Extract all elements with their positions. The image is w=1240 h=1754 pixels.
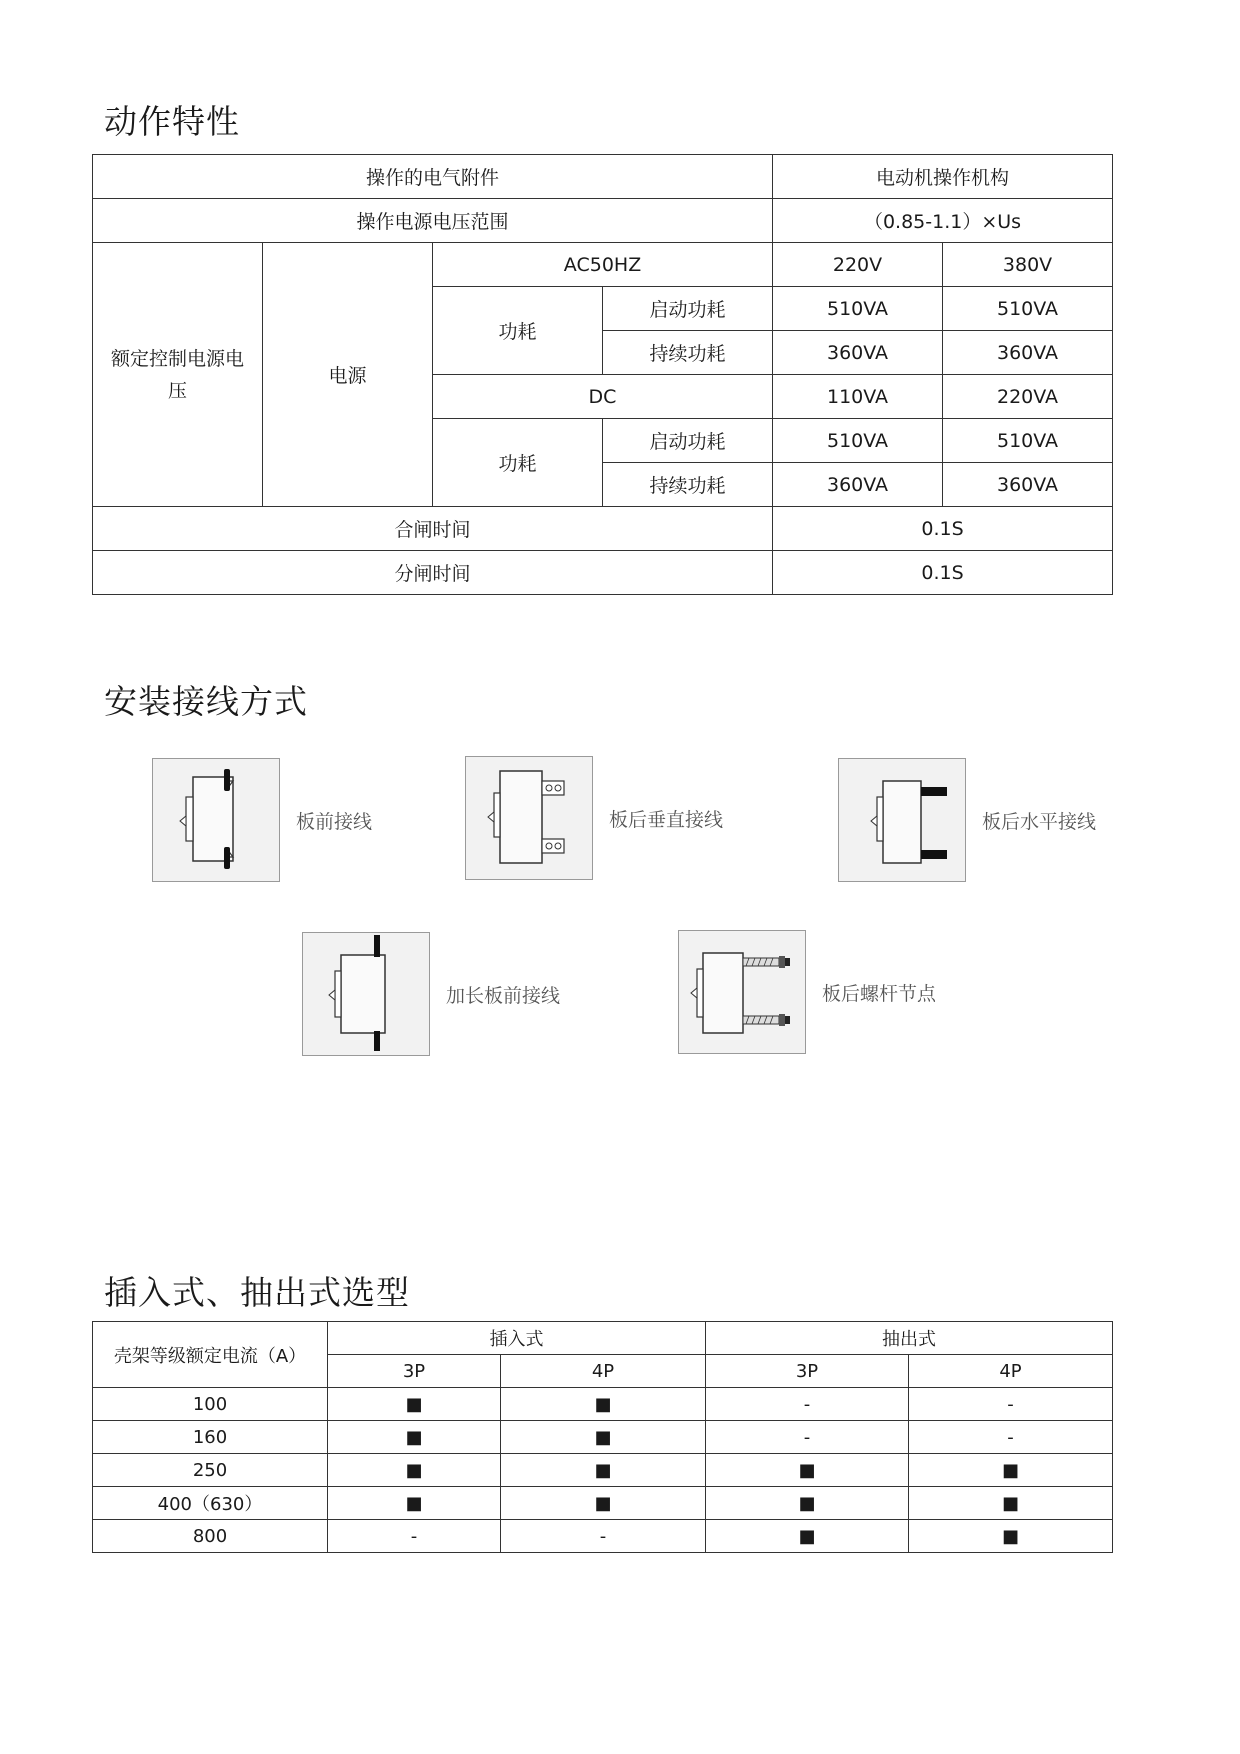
availability-cell: ■ bbox=[909, 1520, 1113, 1553]
frame-current-cell: 100 bbox=[93, 1388, 328, 1421]
ac-start-value-2: 510VA bbox=[943, 287, 1113, 331]
rear-horizontal-connection-icon bbox=[838, 758, 966, 882]
drawout-header: 抽出式 bbox=[706, 1322, 1113, 1355]
close-time-label: 合闸时间 bbox=[93, 507, 773, 551]
section-title-install: 安装接线方式 bbox=[104, 682, 308, 721]
table-row bbox=[93, 1388, 1113, 1421]
section-title-select: 插入式、抽出式选型 bbox=[104, 1273, 410, 1312]
availability-cell: - bbox=[909, 1388, 1113, 1421]
ac-start-value-1: 510VA bbox=[773, 287, 943, 331]
availability-cell: ■ bbox=[328, 1421, 501, 1454]
availability-cell: - bbox=[706, 1388, 909, 1421]
install-method-rear-horizontal bbox=[838, 758, 1096, 882]
install-method-rear-vertical bbox=[465, 756, 723, 880]
rear-stud-connection-icon bbox=[678, 930, 806, 1054]
dc-start-value-1: 510VA bbox=[773, 419, 943, 463]
plugin-3p-header: 3P bbox=[328, 1355, 501, 1388]
availability-cell: ■ bbox=[501, 1421, 706, 1454]
availability-cell: - bbox=[706, 1421, 909, 1454]
availability-cell: ■ bbox=[909, 1487, 1113, 1520]
accessory-label: 操作的电气附件 bbox=[93, 155, 773, 199]
table-row bbox=[93, 1487, 1113, 1520]
availability-cell: ■ bbox=[501, 1487, 706, 1520]
install-method-label: 加长板前接线 bbox=[446, 984, 561, 1007]
install-method-front bbox=[152, 758, 372, 882]
ac-consumption-label: 功耗 bbox=[433, 287, 603, 375]
table-row bbox=[93, 1421, 1113, 1454]
dc-voltage-2: 220VA bbox=[943, 375, 1113, 419]
ac-label: AC50HZ bbox=[433, 243, 773, 287]
frame-current-cell: 160 bbox=[93, 1421, 328, 1454]
availability-cell: ■ bbox=[328, 1454, 501, 1487]
dc-consumption-label: 功耗 bbox=[433, 419, 603, 507]
availability-cell: ■ bbox=[501, 1454, 706, 1487]
install-method-rear-stud bbox=[678, 930, 936, 1054]
ac-hold-value-2: 360VA bbox=[943, 331, 1113, 375]
rear-vertical-connection-icon bbox=[465, 756, 593, 880]
voltage-range-value: （0.85-1.1）×Us bbox=[773, 199, 1113, 243]
action-characteristics-table bbox=[92, 154, 1113, 595]
availability-cell: ■ bbox=[501, 1388, 706, 1421]
availability-cell: - bbox=[501, 1520, 706, 1553]
dc-label: DC bbox=[433, 375, 773, 419]
ac-voltage-2: 380V bbox=[943, 243, 1113, 287]
availability-cell: ■ bbox=[909, 1454, 1113, 1487]
plugin-header: 插入式 bbox=[328, 1322, 706, 1355]
ac-hold-value-1: 360VA bbox=[773, 331, 943, 375]
drawout-3p-header: 3P bbox=[706, 1355, 909, 1388]
power-label: 电源 bbox=[263, 243, 433, 507]
availability-cell: ■ bbox=[328, 1388, 501, 1421]
accessory-value: 电动机操作机构 bbox=[773, 155, 1113, 199]
section-title-action: 动作特性 bbox=[104, 102, 240, 141]
availability-cell: ■ bbox=[706, 1487, 909, 1520]
table-row bbox=[93, 1520, 1113, 1553]
frame-current-cell: 800 bbox=[93, 1520, 328, 1553]
open-time-value: 0.1S bbox=[773, 551, 1113, 595]
front-connection-icon bbox=[152, 758, 280, 882]
voltage-range-label: 操作电源电压范围 bbox=[93, 199, 773, 243]
plugin-4p-header: 4P bbox=[501, 1355, 706, 1388]
install-method-extended-front bbox=[302, 932, 560, 1056]
dc-start-label: 启动功耗 bbox=[603, 419, 773, 463]
plugin-drawout-selection-table bbox=[92, 1321, 1113, 1553]
install-method-label: 板后垂直接线 bbox=[609, 808, 724, 831]
dc-hold-value-2: 360VA bbox=[943, 463, 1113, 507]
frame-current-cell: 250 bbox=[93, 1454, 328, 1487]
dc-start-value-2: 510VA bbox=[943, 419, 1113, 463]
availability-cell: ■ bbox=[328, 1487, 501, 1520]
dc-hold-value-1: 360VA bbox=[773, 463, 943, 507]
install-method-label: 板前接线 bbox=[296, 810, 373, 833]
dc-voltage-1: 110VA bbox=[773, 375, 943, 419]
availability-cell: ■ bbox=[706, 1520, 909, 1553]
dc-hold-label: 持续功耗 bbox=[603, 463, 773, 507]
availability-cell: ■ bbox=[706, 1454, 909, 1487]
open-time-label: 分闸时间 bbox=[93, 551, 773, 595]
drawout-4p-header: 4P bbox=[909, 1355, 1113, 1388]
close-time-value: 0.1S bbox=[773, 507, 1113, 551]
ac-hold-label: 持续功耗 bbox=[603, 331, 773, 375]
rated-voltage-label: 额定控制电源电压 bbox=[93, 243, 263, 507]
table-row bbox=[93, 1454, 1113, 1487]
availability-cell: - bbox=[328, 1520, 501, 1553]
availability-cell: - bbox=[909, 1421, 1113, 1454]
ac-voltage-1: 220V bbox=[773, 243, 943, 287]
frame-current-cell: 400（630） bbox=[93, 1487, 328, 1520]
extended-front-connection-icon bbox=[302, 932, 430, 1056]
install-method-label: 板后螺杆节点 bbox=[822, 982, 937, 1005]
install-method-label: 板后水平接线 bbox=[982, 810, 1097, 833]
ac-start-label: 启动功耗 bbox=[603, 287, 773, 331]
frame-current-header: 壳架等级额定电流（A） bbox=[93, 1322, 328, 1388]
